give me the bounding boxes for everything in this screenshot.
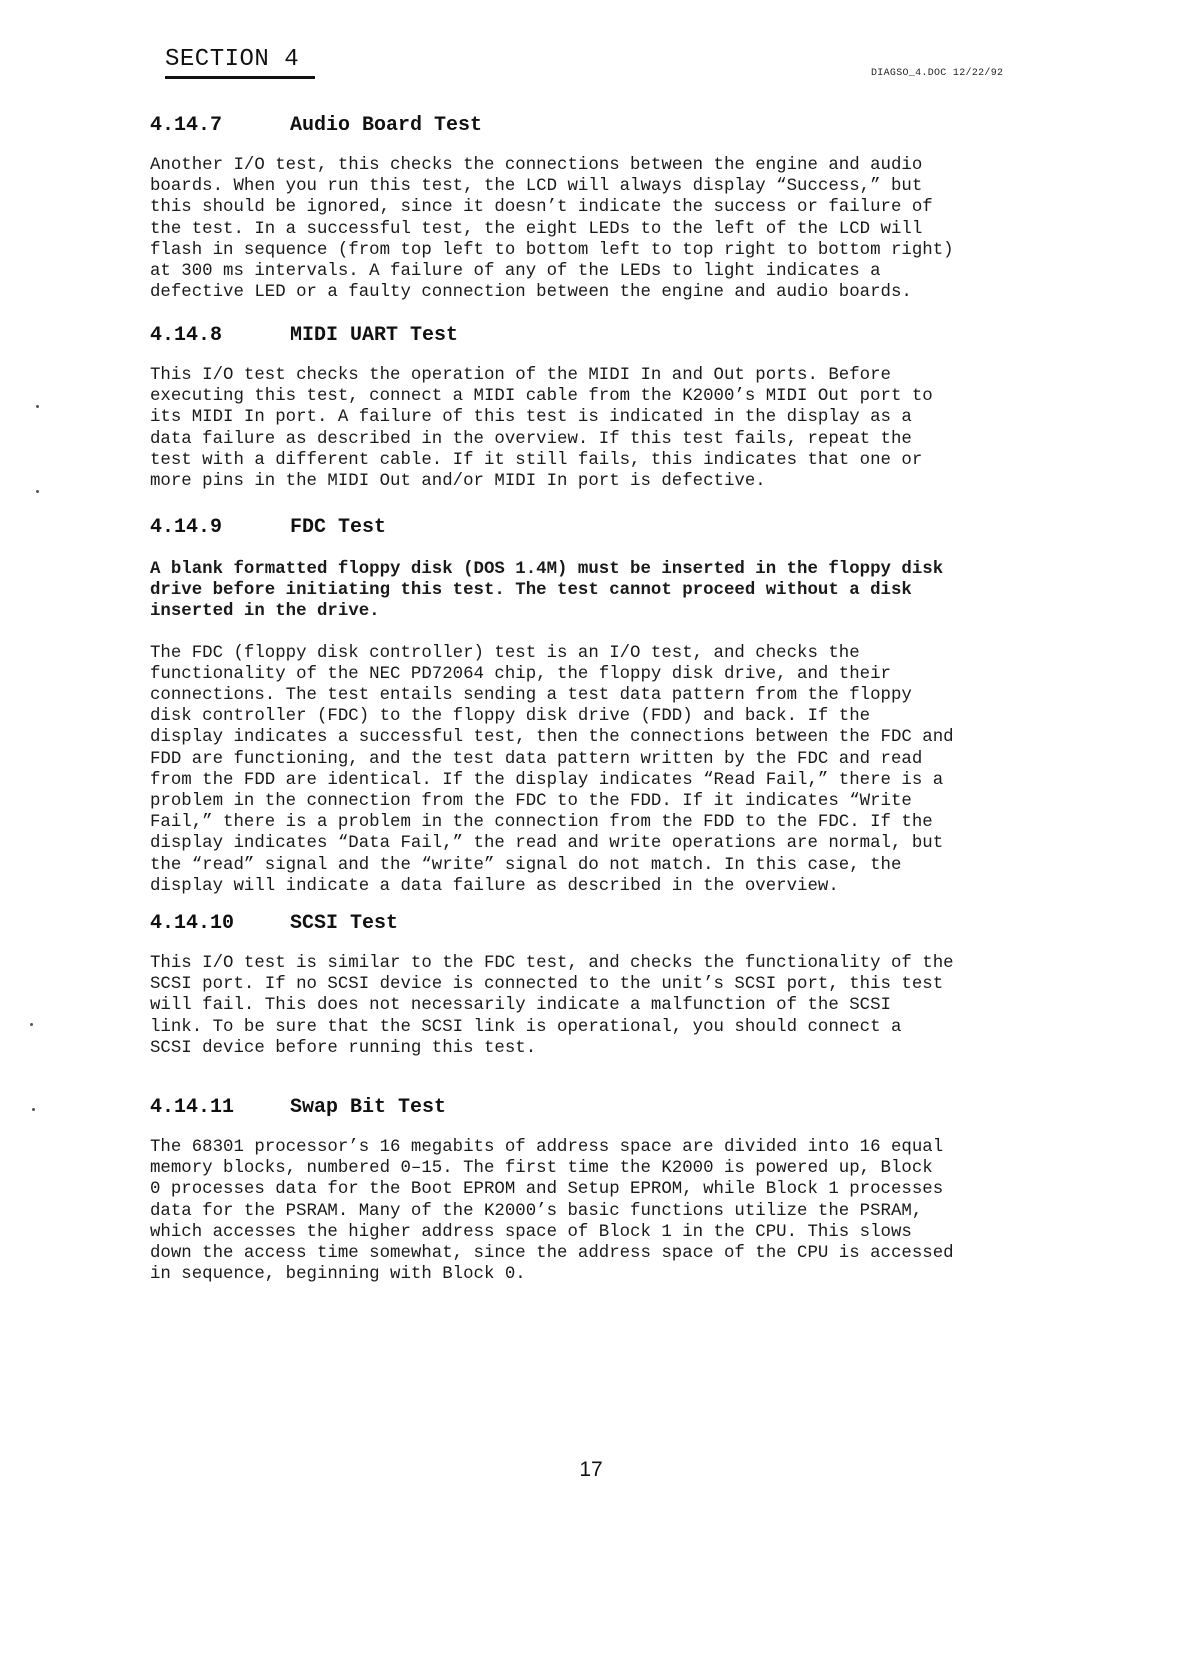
section-heading (150, 912, 1080, 935)
section-paragraph: This I/O test is similar to the FDC test, and checks the functionality of the SCSI port. If no SCSI device is connected to the unit’s SCSI port, this test will fail. This does not necessarily indicate a malfunction of the SCSI link. To be sure that the SCSI link is operational, you should connect a SCSI device before running this test. (150, 954, 954, 1058)
section-midi-uart-test (150, 324, 1080, 492)
section-scsi-test (150, 912, 1080, 1059)
section-underline (165, 76, 315, 79)
section-paragraph: The FDC (floppy disk controller) test is an I/O test, and checks the functionality of the NEC PD72064 chip, the floppy disk drive, and their connections. The test entails sending a test data pattern from the floppy disk controller (FDC) to the floppy disk drive (FDD) and back. If the display indicates a successful test, then the connections between the FDC and FDD are functioning, and the test data pattern written by the FDC and read from the FDD are identical. If the display indicates “Read Fail,” there is a problem in the connection from the FDC to the FDD. If it indicates “Write Fail,” there is a problem in the connection from the FDD to the FDC. If the display indicates “Data Fail,” the read and write operations are normal, but the “read” signal and the “write” signal do not match. In this case, the display will indicate a data failure as described in the overview. (150, 643, 954, 896)
section-paragraph: Another I/O test, this checks the connections between the engine and audio boards. When you run this test, the LCD will always display “Success,” but this should be ignored, since it doesn’t indicate the success or failure of the test. In a successful test, the eight LEDs to the left of the LCD will flash in sequence (from top left to bottom left to top right to bottom right) at 300 ms intervals. A failure of any of the LEDs to light indicates a defective LED or a faulty connection between the engine and audio boards. (150, 156, 954, 303)
section-swap-bit-test (150, 1096, 1080, 1285)
section-label: SECTION 4 (165, 46, 300, 73)
section-number: 4.14.8 (150, 324, 223, 347)
section-heading (150, 114, 1080, 137)
section-title: SCSI Test (290, 912, 399, 935)
scan-speck (36, 405, 39, 408)
warning-note: A blank formatted floppy disk (DOS 1.4M) must be inserted in the floppy disk drive before initiating this test. The test cannot proceed without a disk inserted in the drive. (150, 560, 944, 622)
section-number: 4.14.9 (150, 516, 223, 539)
section-fdc-test (150, 516, 1080, 897)
document-id: DIAGSO_4.DOC 12/22/92 (871, 68, 1004, 79)
section-number: 4.14.11 (150, 1096, 235, 1119)
section-title: Swap Bit Test (290, 1096, 447, 1119)
section-heading (150, 324, 1080, 347)
page-number: 17 (579, 1458, 603, 1481)
section-title: FDC Test (290, 516, 387, 539)
section-paragraph: This I/O test checks the operation of the MIDI In and Out ports. Before executing this test, connect a MIDI cable from the K2000’s MIDI Out port to its MIDI In port. A failure of this test is indicated in the display as a data failure as described in the overview. If this test fails, repeat the test with a different cable. If it still fails, this indicates that one or more pins in the MIDI Out and/or MIDI In port is defective. (150, 366, 933, 492)
scan-speck (30, 1023, 33, 1026)
scan-speck (36, 490, 39, 493)
section-number: 4.14.7 (150, 114, 223, 137)
scan-speck (32, 1108, 35, 1111)
section-title: Audio Board Test (290, 114, 483, 137)
section-paragraph: The 68301 processor’s 16 megabits of address space are divided into 16 equal memory blocks, numbered 0–15. The first time the K2000 is powered up, Block 0 processes data for the Boot EPROM and Setup EPROM, while Block 1 processes data for the PSRAM. Many of the K2000’s basic functions utilize the PSRAM, which accesses the higher address space of Block 1 in the CPU. This slows down the access time somewhat, since the address space of the CPU is accessed in sequence, beginning with Block 0. (150, 1138, 954, 1285)
section-heading (150, 516, 1080, 539)
section-title: MIDI UART Test (290, 324, 459, 347)
section-audio-board-test (150, 114, 1080, 303)
section-heading (150, 1096, 1080, 1119)
section-number: 4.14.10 (150, 912, 235, 935)
